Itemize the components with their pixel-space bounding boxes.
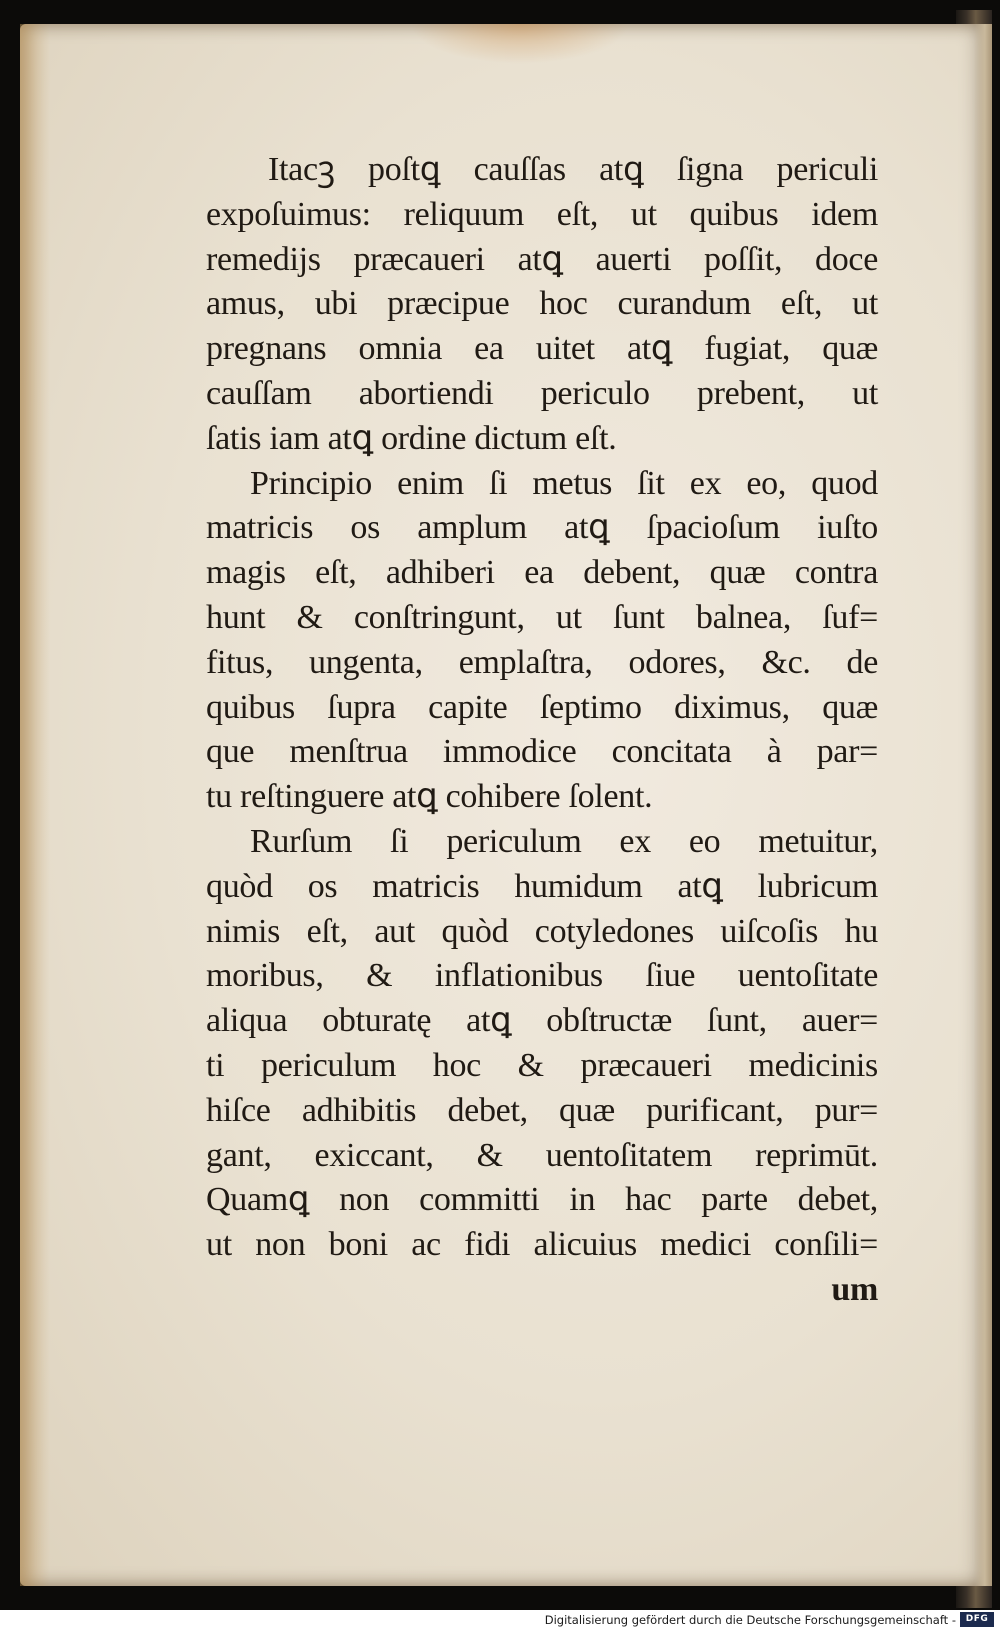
dfg-logo-icon: DFG — [960, 1612, 994, 1627]
text-line: cauſſam abortiendi periculo prebent, ut — [206, 374, 878, 412]
page-stain-left — [20, 24, 50, 1586]
text-line: aliqua obturatę atꝗ obſtructæ ſunt, auer= — [206, 1002, 878, 1040]
text-line: remedijs præcaueri atꝗ auerti poſſit, doce — [206, 240, 878, 278]
footer-credit: Digitalisierung gefördert durch die Deutsche Forschungsgemeinschaft - — [544, 1613, 956, 1627]
text-line: moribus, & inflationibus ſiue uentoſitate — [206, 957, 878, 995]
text-line: Quamꝗ non committi in hac parte debet, — [206, 1181, 878, 1219]
text-line: tu reſtinguere atꝗ cohibere ſolent. — [206, 778, 653, 816]
page-text-block — [206, 148, 878, 1313]
digitization-footer — [0, 1610, 1000, 1630]
text-line: ut non boni ac fidi alicuius medici conſili= — [206, 1226, 878, 1264]
text-line: matricis os amplum atꝗ ſpacioſum iuſto — [206, 509, 878, 547]
text-line: Principio enim ſi metus ſit ex eo, quod — [250, 464, 878, 502]
text-line: quibus ſupra capite ſeptimo diximus, quæ — [206, 688, 878, 726]
text-line: nimis eſt, aut quòd cotyledones uiſcoſis hu — [206, 912, 878, 950]
text-line: Rurſum ſi periculum ex eo metuitur, — [250, 822, 878, 860]
text-line: ſatis iam atꝗ ordine dictum eſt. — [206, 419, 617, 457]
text-line: fitus, ungenta, emplaſtra, odores, &c. de — [206, 643, 878, 681]
text-line: Itacꝫ poſtꝗ cauſſas atꝗ ſigna periculi — [268, 151, 878, 188]
text-line: gant, exiccant, & uentoſitatem reprimūt. — [206, 1136, 878, 1174]
text-line: que menſtrua immodice concitata à par= — [206, 733, 878, 771]
page-stain — [410, 24, 630, 64]
text-line: amus, ubi præcipue hoc curandum eſt, ut — [206, 285, 878, 323]
text-line: pregnans omnia ea uitet atꝗ fugiat, quæ — [206, 330, 878, 368]
text-line: quòd os matricis humidum atꝗ lubricum — [206, 867, 878, 905]
text-line: expoſuimus: reliquum eſt, ut quibus idem — [206, 195, 878, 233]
text-line: hunt & conſtringunt, ut ſunt balnea, ſuf= — [206, 598, 878, 636]
page-edge-shadow — [974, 24, 992, 1586]
text-line: hiſce adhibitis debet, quæ purificant, pur= — [206, 1091, 878, 1129]
catchword: um — [831, 1270, 878, 1308]
text-line: magis eſt, adhiberi ea debent, quæ contra — [206, 554, 878, 592]
text-line: ti periculum hoc & præcaueri medicinis — [206, 1046, 878, 1084]
